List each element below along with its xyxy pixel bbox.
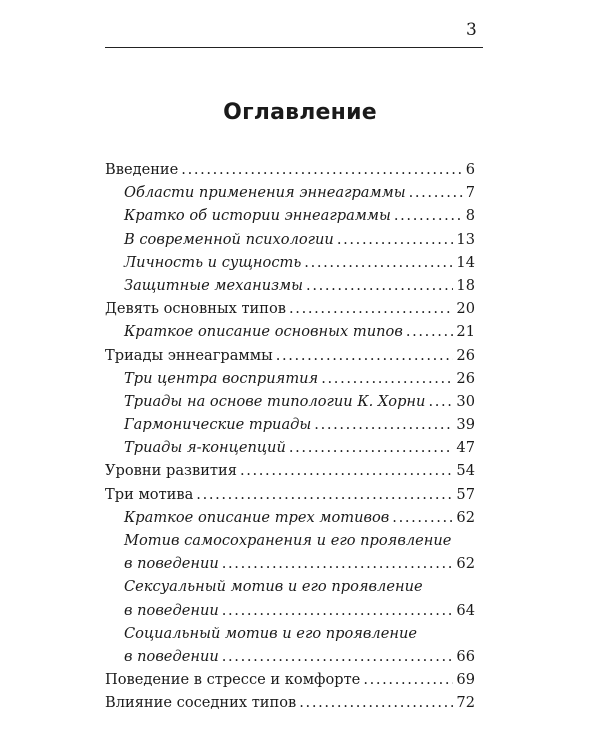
- toc-entry: [105, 181, 475, 204]
- toc-page-number: 26: [456, 369, 475, 387]
- dot-leader: [337, 228, 454, 251]
- dot-leader: [428, 390, 453, 413]
- toc-page-number: 26: [456, 346, 475, 364]
- toc-entry-title: Триады на основе типологии К. Хорни: [124, 392, 426, 410]
- toc-page-number: 14: [456, 253, 475, 271]
- page-title: Оглавление: [223, 100, 377, 125]
- toc-entry: [105, 691, 475, 714]
- dot-leader: [409, 181, 463, 204]
- toc-page-number: 18: [456, 276, 475, 294]
- toc-page-number: 54: [456, 462, 475, 480]
- toc-page-number: 21: [456, 323, 475, 341]
- toc-entry: [105, 274, 475, 297]
- toc-entry-title: Личность и сущность: [124, 253, 302, 271]
- dot-leader: [406, 320, 454, 343]
- toc-entry-title: Девять основных типов: [105, 300, 287, 318]
- toc-entry: [105, 459, 475, 482]
- toc-entry: [105, 622, 475, 645]
- toc-entry-continuation: [105, 645, 475, 668]
- toc-entry: [105, 390, 475, 413]
- dot-leader: [276, 344, 454, 367]
- toc-entry-title: Триады эннеаграммы: [105, 346, 273, 364]
- dot-leader: [306, 274, 453, 297]
- dot-leader: [222, 645, 454, 668]
- dot-leader: [321, 367, 453, 390]
- dot-leader: [363, 668, 453, 691]
- toc-entry: [105, 158, 475, 181]
- toc-entry: [105, 529, 475, 552]
- toc-page-number: 39: [456, 416, 475, 434]
- toc-entry-title: Защитные механизмы: [124, 276, 304, 294]
- dot-leader: [394, 204, 463, 227]
- toc-entry-title: Краткое описание трех мотивов: [124, 508, 390, 526]
- toc-page-number: 13: [456, 230, 475, 248]
- dot-leader: [299, 691, 453, 714]
- toc-entry: [105, 483, 475, 506]
- toc-entry-title: Три мотива: [105, 485, 194, 503]
- toc-entry: [105, 251, 475, 274]
- toc-entry: [105, 506, 475, 529]
- toc-entry-title: Гармонические триады: [124, 416, 312, 434]
- toc-page-number: 6: [465, 161, 475, 178]
- toc-page-number: 7: [465, 184, 475, 202]
- toc-page-number: 47: [456, 439, 475, 457]
- dot-leader: [222, 552, 454, 575]
- toc-entry-title: Влияние соседних типов: [105, 694, 297, 712]
- toc-entry-title: Сексуальный мотив и его проявление: [124, 578, 423, 596]
- dot-leader: [304, 251, 453, 274]
- toc-page-number: 20: [456, 300, 475, 318]
- toc-page-number: 8: [465, 207, 475, 225]
- toc-entry-title: В современной психологии: [124, 230, 334, 248]
- dot-leader: [314, 413, 453, 436]
- toc-entry-title-continued: в поведении: [124, 601, 219, 619]
- toc-entry-title: Области применения эннеаграммы: [124, 184, 406, 202]
- toc-entry: [105, 668, 475, 691]
- dot-leader: [392, 506, 453, 529]
- toc-entry-title: Введение: [105, 161, 179, 178]
- toc-page-number: 62: [456, 508, 475, 526]
- toc-entry-title: Триады я-концепций: [124, 439, 286, 457]
- toc-entry-title: Мотив самосохранения и его проявление: [124, 532, 452, 549]
- page-number: 3: [466, 20, 477, 40]
- header-rule: [105, 47, 483, 48]
- toc-entry: [105, 436, 475, 459]
- toc-entry-continuation: [105, 552, 475, 575]
- toc-entry: [105, 297, 475, 320]
- toc-page-number: 64: [456, 601, 475, 619]
- toc-page-number: 66: [456, 647, 475, 665]
- toc-entry: [105, 575, 475, 598]
- dot-leader: [289, 436, 454, 459]
- dot-leader: [196, 483, 453, 506]
- dot-leader: [289, 297, 453, 320]
- toc-page-number: 69: [456, 671, 475, 689]
- dot-leader: [181, 158, 462, 181]
- toc-entry-title: Три центра восприятия: [124, 369, 319, 387]
- toc-entry: [105, 367, 475, 390]
- toc-entry-title-continued: в поведении: [124, 555, 219, 573]
- toc-entry-continuation: [105, 599, 475, 622]
- toc-page-number: 30: [456, 392, 475, 410]
- toc-page-number: 57: [456, 485, 475, 503]
- toc-page-number: 62: [456, 555, 475, 573]
- toc-entry: [105, 344, 475, 367]
- toc-entry: [105, 320, 475, 343]
- toc-entry: [105, 228, 475, 251]
- toc-entry-title: Краткое описание основных типов: [124, 323, 403, 341]
- toc-entry-title-continued: в поведении: [124, 647, 219, 665]
- toc-entry-title: Поведение в стрессе и комфорте: [105, 671, 361, 689]
- table-of-contents: [105, 158, 475, 715]
- dot-leader: [240, 459, 453, 482]
- toc-entry-title: Уровни развития: [105, 462, 237, 480]
- toc-entry-title: Социальный мотив и его проявление: [124, 624, 418, 642]
- dot-leader: [222, 599, 454, 622]
- toc-entry: [105, 204, 475, 227]
- toc-entry: [105, 413, 475, 436]
- toc-entry-title: Кратко об истории эннеаграммы: [124, 207, 391, 225]
- toc-page-number: 72: [456, 694, 475, 712]
